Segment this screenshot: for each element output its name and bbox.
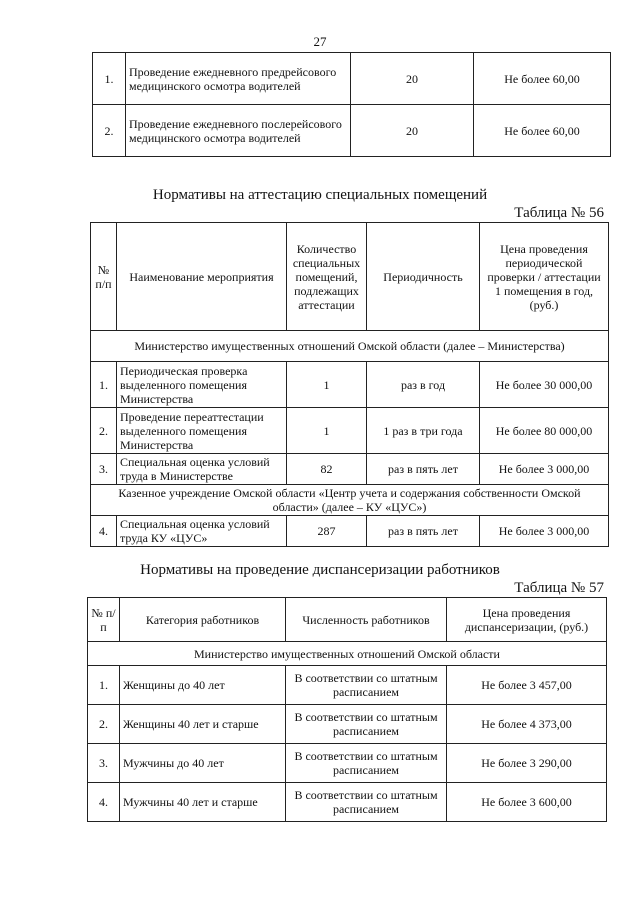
worker-count: В соответствии со штатным расписанием — [286, 666, 447, 705]
price: Не более 60,00 — [474, 53, 611, 105]
price: Не более 3 600,00 — [447, 783, 607, 822]
price: Не более 3 000,00 — [480, 454, 609, 485]
header-num: № п/п — [88, 598, 120, 642]
quantity: 20 — [351, 53, 474, 105]
worker-category: Мужчины до 40 лет — [120, 744, 286, 783]
quantity: 287 — [287, 516, 367, 547]
quantity: 1 — [287, 408, 367, 454]
price: Не более 3 000,00 — [480, 516, 609, 547]
header-num: № п/п — [91, 223, 117, 331]
row-number: 2. — [88, 705, 120, 744]
table-row — [88, 705, 607, 744]
table-56 — [90, 222, 609, 547]
header-period: Периодичность — [367, 223, 480, 331]
price: Не более 30 000,00 — [480, 362, 609, 408]
price: Не более 80 000,00 — [480, 408, 609, 454]
table-row — [88, 744, 607, 783]
table-row — [91, 408, 609, 454]
header-row — [91, 223, 609, 331]
header-price: Цена проведения диспансеризации, (руб.) — [447, 598, 607, 642]
worker-category: Женщины до 40 лет — [120, 666, 286, 705]
periodicity: раз в пять лет — [367, 454, 480, 485]
section56-heading: Нормативы на аттестацию специальных помещений — [152, 187, 488, 203]
header-price: Цена проведения периодической проверки / аттестации 1 помещения в год, (руб.) — [480, 223, 609, 331]
worker-count: В соответствии со штатным расписанием — [286, 783, 447, 822]
activity-name: Специальная оценка условий труда КУ «ЦУС» — [117, 516, 287, 547]
header-name: Наименование мероприятия — [117, 223, 287, 331]
activity-name: Проведение переаттестации выделенного помещения Министерства — [117, 408, 287, 454]
row-number: 3. — [88, 744, 120, 783]
worker-count: В соответствии со штатным расписанием — [286, 744, 447, 783]
worker-category: Женщины 40 лет и старше — [120, 705, 286, 744]
price: Не более 3 290,00 — [447, 744, 607, 783]
periodicity: раз в пять лет — [367, 516, 480, 547]
row-number: 4. — [91, 516, 117, 547]
worker-count: В соответствии со штатным расписанием — [286, 705, 447, 744]
table-row — [88, 783, 607, 822]
header-count: Численность работников — [286, 598, 447, 642]
page-number: 27 — [313, 34, 327, 49]
row-number: 3. — [91, 454, 117, 485]
group-title: Министерство имущественных отношений Омской области — [88, 642, 607, 666]
group-row — [91, 485, 609, 516]
table-row — [91, 454, 609, 485]
row-number: 1. — [91, 362, 117, 408]
header-row — [88, 598, 607, 642]
price: Не более 4 373,00 — [447, 705, 607, 744]
row-number: 2. — [93, 105, 126, 157]
row-number: 4. — [88, 783, 120, 822]
worker-category: Мужчины 40 лет и старше — [120, 783, 286, 822]
row-number: 2. — [91, 408, 117, 454]
price: Не более 3 457,00 — [447, 666, 607, 705]
activity-name: Проведение ежедневного предрейсового медицинского осмотра водителей — [126, 53, 351, 105]
table-row — [93, 105, 611, 157]
group-title: Министерство имущественных отношений Омской области (далее – Министерства) — [91, 331, 609, 362]
table-row — [91, 516, 609, 547]
continuation-table — [92, 52, 611, 157]
table-row — [88, 666, 607, 705]
table-row — [91, 362, 609, 408]
periodicity: раз в год — [367, 362, 480, 408]
table57-caption: Таблица № 57 — [514, 580, 604, 596]
periodicity: 1 раз в три года — [367, 408, 480, 454]
activity-name: Проведение ежедневного послерейсового медицинского осмотра водителей — [126, 105, 351, 157]
row-number: 1. — [93, 53, 126, 105]
table56-caption: Таблица № 56 — [514, 205, 604, 221]
group-row — [91, 331, 609, 362]
price: Не более 60,00 — [474, 105, 611, 157]
table-row — [93, 53, 611, 105]
section57-heading: Нормативы на проведение диспансеризации работников — [140, 562, 500, 578]
activity-name: Специальная оценка условий труда в Министерстве — [117, 454, 287, 485]
group-title: Казенное учреждение Омской области «Центр учета и содержания собственности Омской области» (далее – КУ «ЦУС») — [91, 485, 609, 516]
header-qty: Количество специальных помещений, подлежащих аттестации — [287, 223, 367, 331]
quantity: 82 — [287, 454, 367, 485]
header-category: Категория работников — [120, 598, 286, 642]
group-row — [88, 642, 607, 666]
quantity: 1 — [287, 362, 367, 408]
row-number: 1. — [88, 666, 120, 705]
quantity: 20 — [351, 105, 474, 157]
table-57 — [87, 597, 607, 822]
activity-name: Периодическая проверка выделенного помещения Министерства — [117, 362, 287, 408]
